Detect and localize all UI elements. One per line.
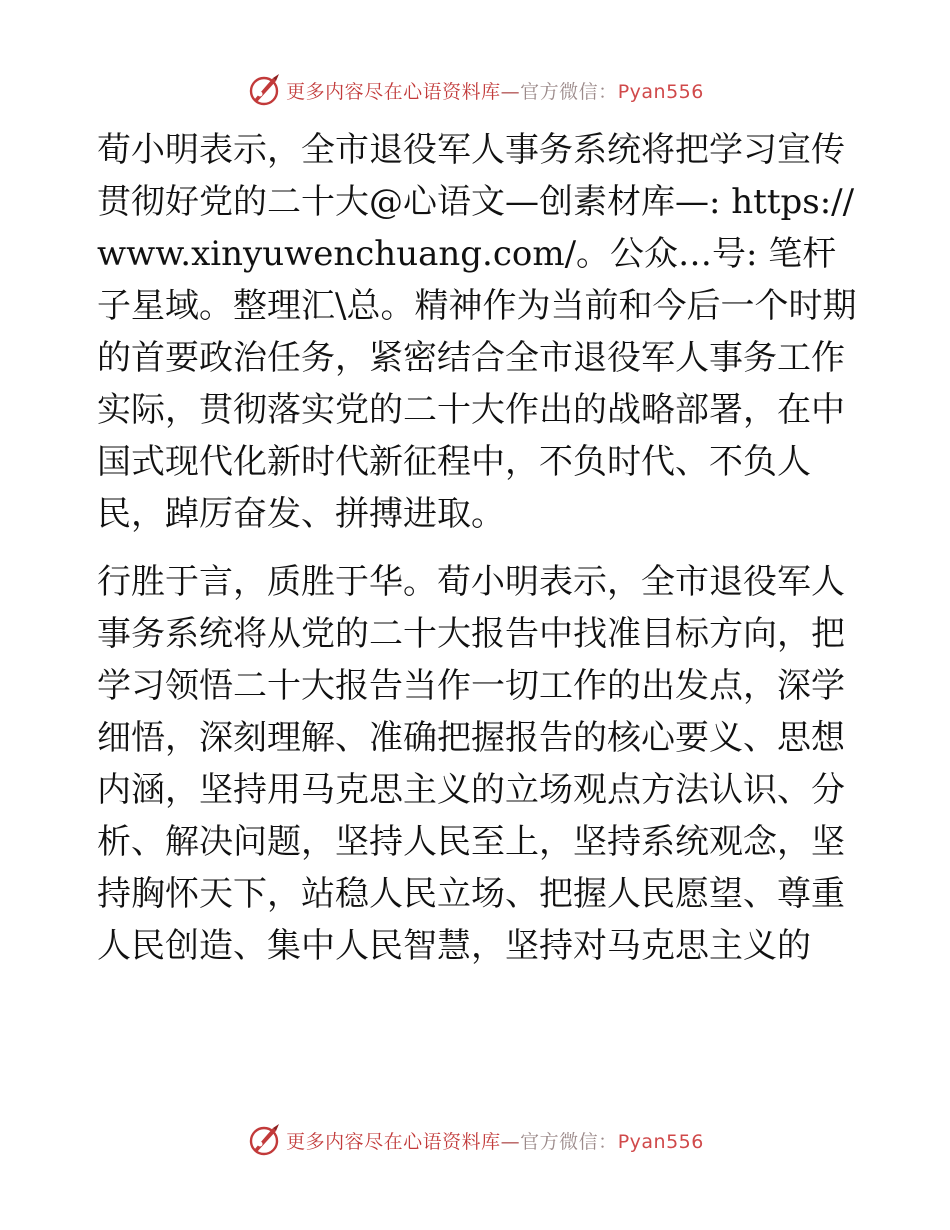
watermark-text	[286, 77, 704, 104]
document-body	[97, 124, 857, 972]
footer-watermark	[0, 1120, 950, 1160]
quill-pen-seal-logo	[246, 72, 282, 108]
watermark-text	[286, 1127, 704, 1154]
header-watermark	[0, 70, 950, 110]
watermark-site: 更多内容尽在心语资料库	[286, 80, 501, 103]
watermark-label: 官方微信：	[520, 1130, 618, 1153]
watermark-dash: —	[500, 1130, 521, 1153]
watermark-site: 更多内容尽在心语资料库	[286, 1130, 501, 1153]
paragraph-2: 行胜于言，质胜于华。荀小明表示，全市退役军人事务系统将从党的二十大报告中找准目标方向，把学习领悟二十大报告当作一切工作的出发点，深学细悟，深刻理解、准确把握报告的核心要义、思想内涵，坚持用马克思主义的立场观点方法认识、分析、解决问题，坚持人民至上，坚持系统观念，坚持胸怀天下，站稳人民立场、把握人民愿望、尊重人民创造、集中人民智慧，坚持对马克思主义的	[97, 562, 845, 966]
watermark-handle: Pyan556	[617, 80, 704, 103]
quill-pen-seal-logo	[246, 1122, 282, 1158]
watermark-dash: —	[500, 80, 521, 103]
paragraph-1: 荀小明表示，全市退役军人事务系统将把学习宣传贯彻好党的二十大@心语文—创素材库—: https://www.xinyuwenchuang.com/。公众…号: 笔杆子星域。整理汇\总。精神作为当前和今后一个时期的首要政治任务，紧密结合全市退役军人事务工作实际，贯彻落实党的二十大作出的战略部署，在中国式现代化新时代新征程中，不负时代、不负人民，踔厉奋发、拼搏进取。	[97, 130, 857, 534]
watermark-handle: Pyan556	[617, 1130, 704, 1153]
watermark-label: 官方微信：	[520, 80, 618, 103]
